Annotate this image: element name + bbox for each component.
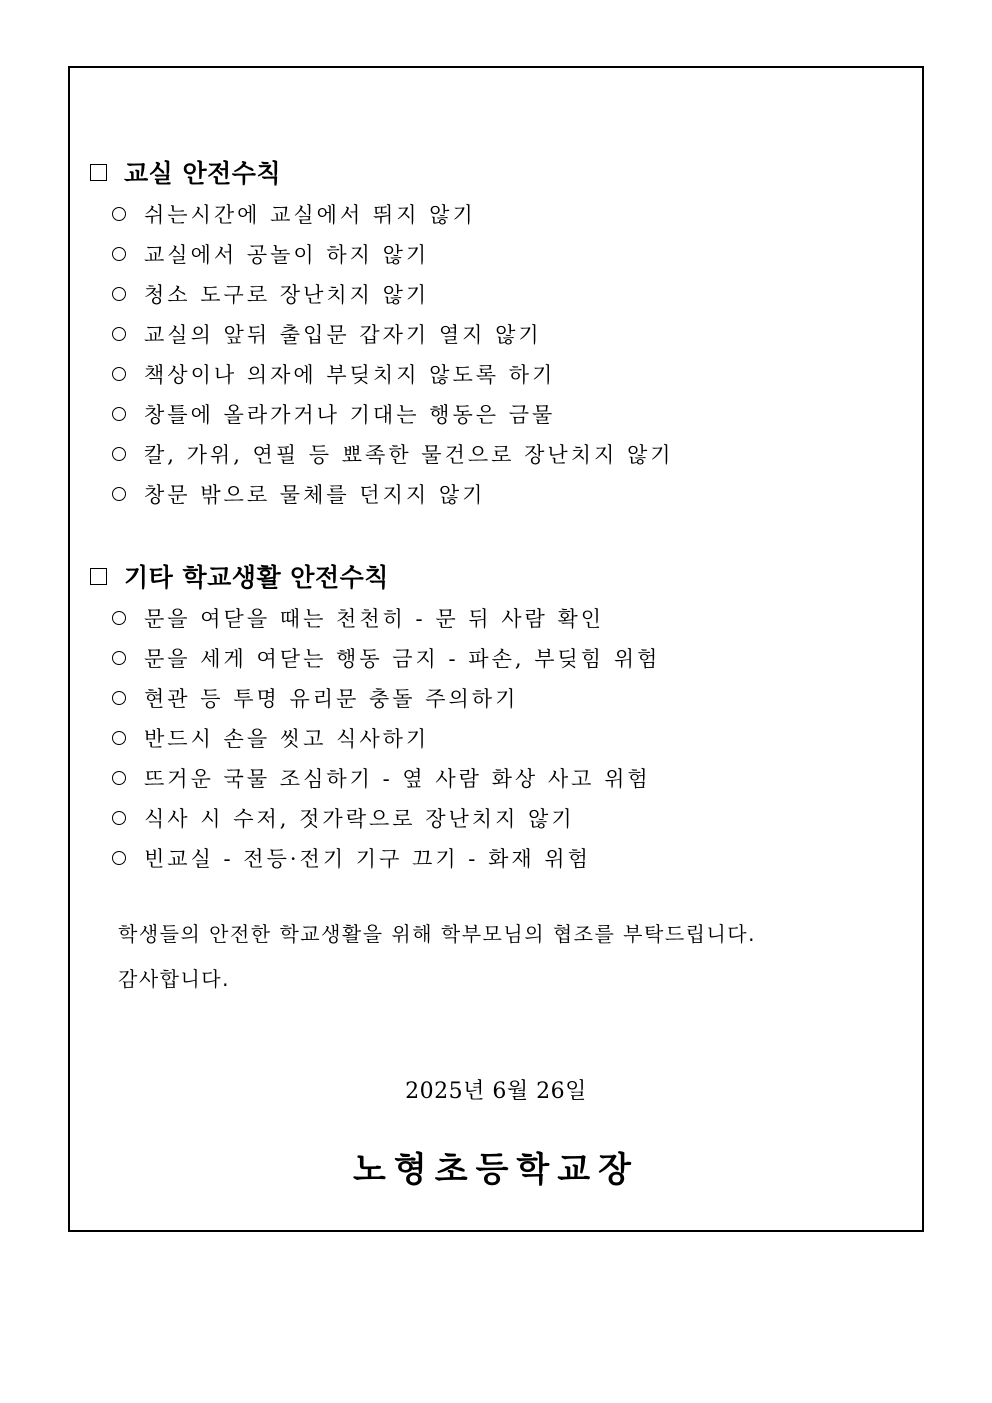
rule-text: 쉬는시간에 교실에서 뛰지 않기: [144, 203, 476, 227]
rule-text: 칼, 가위, 연필 등 뾰족한 물건으로 장난치지 않기: [144, 443, 674, 467]
circle-bullet-icon: [112, 367, 126, 381]
circle-bullet-icon: [112, 651, 126, 665]
list-item: [112, 314, 902, 354]
rule-text: 문을 세게 여닫는 행동 금지 - 파손, 부딪힘 위험: [144, 647, 661, 671]
list-item: [112, 798, 902, 838]
circle-bullet-icon: [112, 851, 126, 865]
section-classroom-safety: [90, 154, 902, 514]
section-title: 교실 안전수칙: [124, 159, 282, 188]
rule-text: 교실의 앞뒤 출입문 갑자기 열지 않기: [144, 323, 542, 347]
circle-bullet-icon: [112, 447, 126, 461]
list-item: [112, 434, 902, 474]
list-item: [112, 758, 902, 798]
square-bullet-icon: [90, 164, 107, 181]
rule-text: 청소 도구로 장난치지 않기: [144, 283, 430, 307]
closing-line: 감사합니다.: [118, 967, 230, 991]
list-item: [112, 274, 902, 314]
list-item: [112, 598, 902, 638]
circle-bullet-icon: [112, 691, 126, 705]
section-heading: [90, 154, 902, 190]
list-item: [112, 838, 902, 878]
rule-text: 식사 시 수저, 젓가락으로 장난치지 않기: [144, 807, 575, 831]
rule-list: [90, 598, 902, 878]
circle-bullet-icon: [112, 487, 126, 501]
rule-text: 창틀에 올라가거나 기대는 행동은 금물: [144, 403, 556, 427]
list-item: [112, 354, 902, 394]
rule-text: 교실에서 공놀이 하지 않기: [144, 243, 430, 267]
circle-bullet-icon: [112, 327, 126, 341]
circle-bullet-icon: [112, 247, 126, 261]
section-title: 기타 학교생활 안전수칙: [124, 563, 389, 592]
list-item: [112, 194, 902, 234]
circle-bullet-icon: [112, 611, 126, 625]
rule-text: 반드시 손을 씻고 식사하기: [144, 727, 430, 751]
rule-list: [90, 194, 902, 514]
signer-name: 노형초등학교장: [353, 1150, 639, 1190]
notice-frame: [68, 66, 924, 1232]
notice-date: 2025년 6월 26일: [405, 1079, 587, 1104]
rule-text: 책상이나 의자에 부딪치지 않도록 하기: [144, 363, 556, 387]
rule-text: 빈교실 - 전등·전기 기구 끄기 - 화재 위험: [144, 847, 591, 871]
list-item: [112, 678, 902, 718]
square-bullet-icon: [90, 568, 107, 585]
list-item: [112, 638, 902, 678]
rule-text: 현관 등 투명 유리문 충돌 주의하기: [144, 687, 519, 711]
list-item: [112, 718, 902, 758]
circle-bullet-icon: [112, 287, 126, 301]
circle-bullet-icon: [112, 207, 126, 221]
circle-bullet-icon: [112, 771, 126, 785]
section-heading: [90, 558, 902, 594]
closing-message: [118, 912, 756, 1002]
circle-bullet-icon: [112, 811, 126, 825]
list-item: [112, 394, 902, 434]
section-school-life-safety: [90, 558, 902, 878]
list-item: [112, 234, 902, 274]
closing-line: 학생들의 안전한 학교생활을 위해 학부모님의 협조를 부탁드립니다.: [118, 922, 756, 946]
rule-text: 뜨거운 국물 조심하기 - 옆 사람 화상 사고 위험: [144, 767, 651, 791]
list-item: [112, 474, 902, 514]
circle-bullet-icon: [112, 407, 126, 421]
rule-text: 문을 여닫을 때는 천천히 - 문 뒤 사람 확인: [144, 607, 605, 631]
rule-text: 창문 밖으로 물체를 던지지 않기: [144, 483, 486, 507]
circle-bullet-icon: [112, 731, 126, 745]
